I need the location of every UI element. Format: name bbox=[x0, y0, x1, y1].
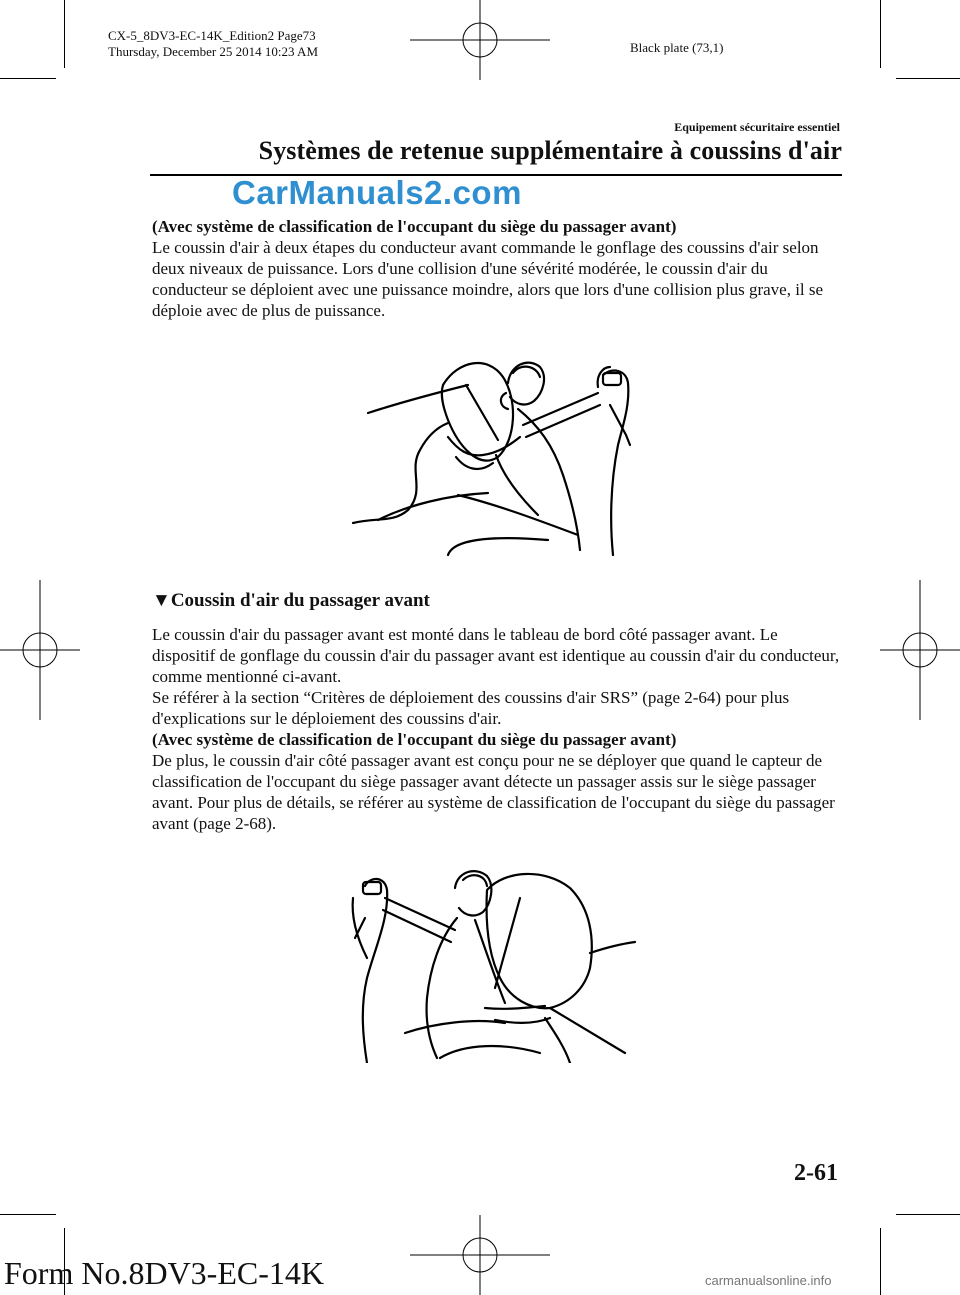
body-paragraph-3: De plus, le coussin d'air côté passager avant est conçu pour ne se déployer que quand le capteur de classification de l'occupant du siège passager avant détecte un passager assis sur le siège passager avant. Pour plus de détails, se référer au système de classification de l'occupant du siège du passager avant (page 2-68). bbox=[152, 751, 835, 833]
body-bold-line: (Avec système de classification de l'occupant du siège du passager avant) bbox=[152, 730, 677, 749]
crop-mark bbox=[880, 0, 881, 68]
body-paragraph-2: Se référer à la section “Critères de déploiement des coussins d'air SRS” (page 2-64) pour plus d'explications sur le déploiement des coussins d'air. bbox=[152, 688, 790, 728]
section-label: Equipement sécuritaire essentiel bbox=[674, 120, 840, 134]
page-number: 2-61 bbox=[794, 1160, 838, 1186]
passenger-airbag-illustration bbox=[345, 858, 640, 1063]
triangle-marker-icon: ▼ bbox=[152, 590, 171, 611]
form-number: Form No.8DV3-EC-14K bbox=[4, 1255, 324, 1291]
intro-bold-line: (Avec système de classification de l'occupant du siège du passager avant) bbox=[152, 217, 677, 236]
plate-label: Black plate (73,1) bbox=[630, 40, 724, 55]
date-line: Thursday, December 25 2014 10:23 AM bbox=[108, 44, 319, 59]
registration-mark-bottom bbox=[410, 1215, 550, 1295]
footer-watermark: carmanualsonline.info bbox=[705, 1273, 832, 1288]
intro-text: Le coussin d'air à deux étapes du conducteur avant commande le gonflage des coussins d'air selon deux niveaux de puissance. Lors d'une collision d'une sévérité modérée, le coussin d'air du conducteur se déploient avec une puissance moindre, alors que lors d'une collision plus grave, il se déploie avec de plus de puissance. bbox=[152, 238, 824, 320]
body-text bbox=[152, 624, 842, 834]
crop-mark bbox=[896, 78, 960, 79]
file-line: CX-5_8DV3-EC-14K_Edition2 Page73 bbox=[108, 28, 316, 43]
crop-mark bbox=[0, 78, 56, 79]
crop-mark bbox=[880, 1228, 881, 1295]
driver-airbag-illustration bbox=[348, 345, 648, 560]
intro-paragraph bbox=[152, 216, 842, 321]
watermark-logo: CarManuals2.com bbox=[232, 174, 522, 211]
crop-mark bbox=[64, 0, 65, 68]
registration-mark-top bbox=[410, 0, 550, 80]
subsection-heading bbox=[152, 590, 430, 612]
subsection-title: Coussin d'air du passager avant bbox=[170, 590, 430, 611]
crop-mark bbox=[896, 1214, 960, 1215]
registration-mark-left bbox=[0, 580, 80, 720]
body-paragraph-1: Le coussin d'air du passager avant est monté dans le tableau de bord côté passager avant. Le dispositif de gonflage du coussin d'air du passager avant est identique au coussin d'air du conducteur, comme mentionné ci-avant. bbox=[152, 625, 840, 686]
registration-mark-right bbox=[880, 580, 960, 720]
crop-mark bbox=[0, 1214, 56, 1215]
print-metadata bbox=[108, 28, 318, 60]
chapter-title: Systèmes de retenue supplémentaire à coussins d'air bbox=[258, 136, 842, 165]
